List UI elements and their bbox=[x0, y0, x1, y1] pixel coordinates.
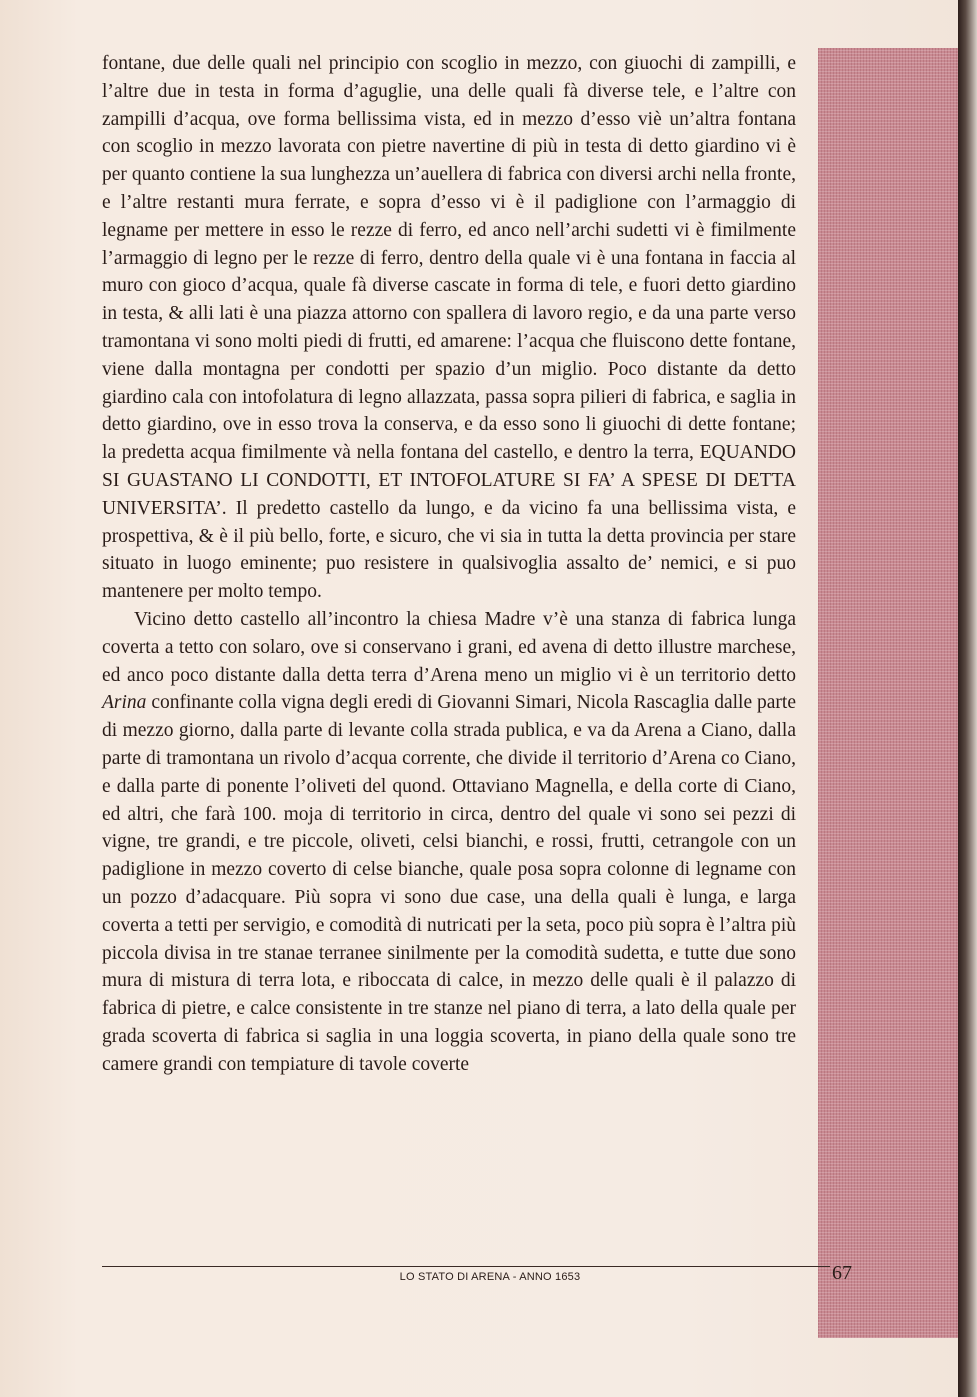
page-edge-shadow bbox=[958, 0, 977, 1397]
body-text bbox=[102, 50, 796, 1078]
paragraph-2-part-1: Vicino detto castello all’incontro la chiesa Madre v’è una stanza di fabrica lunga coverta a tetto con solaro, ove si conservano i grani, ed avena di detto illustre marchese, ed anco poco distante dalla detta terra d’Arena meno un miglio vi è un territorio detto bbox=[102, 608, 796, 686]
paragraph-2-italic-place-name: Arina bbox=[102, 692, 147, 714]
paragraph-1: fontane, due delle quali nel principio con scoglio in mezzo, con giuochi di zampilli, e l’altre due in testa in forma d’aguglie, una delle quali fà diverse tele, e l’altre con zampilli d’acqua, ove forma bellissima vista, ed in mezzo d’esso viè un’altra fontana con scoglio in mezzo lavorata con pietre navertine di più in testa di detto giardino vi è per quanto contiene la sua lunghezza un’auellera di fabrica con diversi archi nella fronte, e l’altre restanti mura ferrate, e sopra d’esso vi è il padiglione con l’armaggio di legname per mettere in esso le rezze di ferro, ed anco nell’archi sudetti vi è fimilmente l’armaggio di legno per le rezze di ferro, dentro della quale vi è una fontana in faccia al muro con gioco d’acqua, quale fà diverse cascate in forma di tele, e fuori detto giardino in testa, & alli lati è una piazza attorno con spallera di lavoro regio, e da una parte verso tramontana vi sono molti piedi di frutti, ed amarene: l’acqua che fluiscono dette fontane, viene dalla montagna per condotti per spazio d’un miglio. Poco distante da detto giardino cala con intofolatura di legno allazzata, passa sopra pilieri di fabrica, e saglia in detto giardino, ove in esso trova la conserva, e da esso sono li giuochi di dette fontane; la predetta acqua fimilmente và nella fontana del castello, e dentro la terra, EQUANDO SI GUASTANO LI CONDOTTI, ET INTOFOLATURE SI FA’ A SPESE DI DETTA UNIVERSITA’. Il predetto castello da lungo, e da vicino fa una bellissima vista, e prospettiva, & è il più bello, forte, e sicuro, che vi sia in tutta la detta provincia per stare situato in luogo eminente; puo resistere in qualsivoglia assalto de’ nemici, e si puo mantenere per molto tempo. bbox=[102, 53, 796, 603]
decorative-side-band bbox=[818, 48, 958, 1338]
running-footer-title: LO STATO DI ARENA - ANNO 1653 bbox=[399, 1271, 581, 1283]
page-number: 67 bbox=[832, 1262, 852, 1284]
footer-rule bbox=[102, 1266, 830, 1267]
paragraph-2 bbox=[102, 606, 796, 1079]
paragraph-2-part-2: confinante colla vigna degli eredi di Giovanni Simari, Nicola Rascaglia dalle parte di mezzo giorno, dalla parte di levante colla strada publica, e va da Arena a Ciano, dalla parte di tramontana un rivolo d’acqua corrente, che divide il territorio d’Arena co Ciano, e dalla parte di ponente l’oliveti del quond. Ottaviano Magnella, e della corte di Ciano, ed altri, che farà 100. moja di territorio in circa, dentro del quale vi sono sei pezzi di vigne, tre grandi, e tre piccole, oliveti, celsi bianchi, e rossi, frutti, cetrangole con un padiglione in mezzo coverto di celse bianche, quale posa sopra colonne di legname con un pozzo d’adacquare. Più sopra vi sono due case, una della quali è lunga, e larga coverta a tetti per servigio, e comodità di nutricati per la seta, poco più sopra è l’altra più piccola divisa in tre stanae terranee sinilmente per la comodità sudetta, e tutte due sono mura di mistura di terra lota, e riboccata di calce, in mezzo delle quali è il palazzo di fabrica di pietre, e calce consistente in tre stanze nel piano di terra, a lato della quale per grada scoverta di fabrica si saglia in una loggia scoverta, in piano della quale sono tre camere grandi con tempiature di tavole coverte bbox=[102, 692, 796, 1075]
